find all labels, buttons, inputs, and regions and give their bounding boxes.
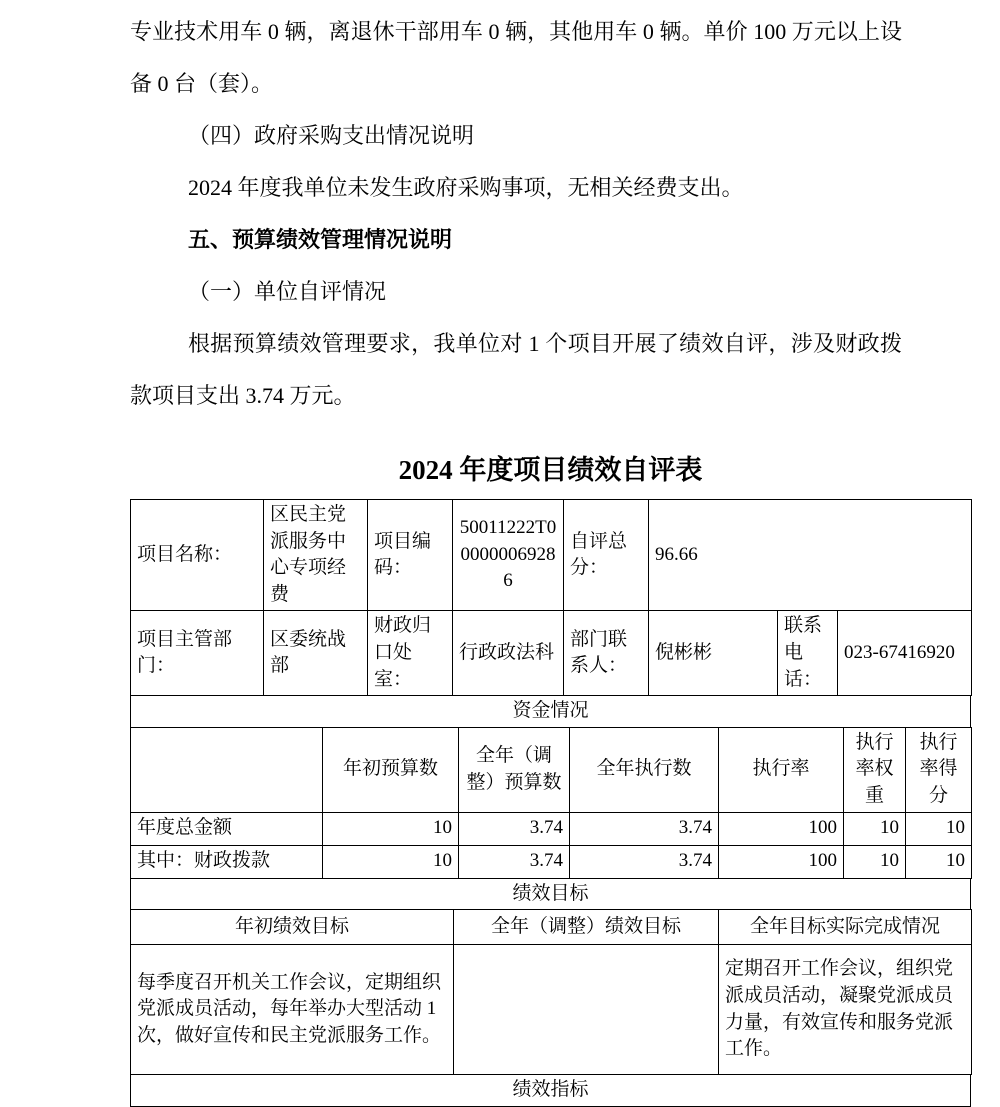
funds-fiscal-executed: 3.74: [570, 845, 719, 878]
contact-value: 倪彬彬: [649, 611, 778, 696]
funds-total-adjusted: 3.74: [459, 812, 570, 845]
goals-band-title: 绩效目标: [131, 878, 971, 910]
phone-value: 023-67416920: [838, 611, 972, 696]
table-title: 2024 年度项目绩效自评表: [398, 455, 703, 485]
funds-table: [130, 727, 972, 879]
goals-band-row: [131, 878, 971, 910]
funds-band-title: 资金情况: [131, 696, 971, 728]
body-text: [130, 6, 902, 422]
dept-label: 项目主管部门：: [131, 611, 264, 696]
dept-value: 区委统战部: [264, 611, 368, 696]
funds-header-adjusted-budget: 全年（调整）预算数: [459, 727, 570, 812]
finance-office-label: 财政归口处室：: [368, 611, 453, 696]
heading-self-evaluation: （一）单位自评情况: [188, 279, 387, 304]
goals-header-actual: 全年目标实际完成情况: [719, 910, 972, 945]
goal-actual-text: 定期召开工作会议，组织党派成员活动，凝聚党派成员力量，有效宣传和服务党派工作。: [719, 945, 972, 1075]
funds-fiscal-score: 10: [906, 845, 972, 878]
project-code-value: 50011222T000000069286: [453, 500, 564, 611]
self-score-label: 自评总分：: [564, 500, 649, 611]
funds-total-executed: 3.74: [570, 812, 719, 845]
funds-header-rate-score: 执行率得分: [906, 727, 972, 812]
funds-total-label: 年度总金额: [131, 812, 323, 845]
project-name-value: 区民主党派服务中心专项经费: [264, 500, 368, 611]
project-dept-row: [131, 611, 972, 696]
project-info-table: [130, 499, 972, 696]
funds-fiscal-rate: 100: [719, 845, 844, 878]
funds-band-row: [131, 696, 971, 728]
goals-header-adjusted: 全年（调整）绩效目标: [454, 910, 719, 945]
project-name-label: 项目名称：: [131, 500, 264, 611]
paragraph-vehicles: 专业技术用车 0 辆，离退休干部用车 0 辆，其他用车 0 辆。单价 100 万元以上设备 0 台（套）。: [130, 19, 902, 96]
indicators-band-title: 绩效指标: [131, 1075, 971, 1107]
finance-office-value: 行政政法科: [453, 611, 564, 696]
funds-fiscal-weight: 10: [844, 845, 906, 878]
funds-row-fiscal: [131, 845, 972, 878]
goal-adjusted-text: [454, 945, 719, 1075]
contact-label: 部门联系人：: [564, 611, 649, 696]
goals-body-row: [131, 945, 972, 1075]
funds-fiscal-adjusted: 3.74: [459, 845, 570, 878]
indicators-band-row: [131, 1075, 971, 1107]
funds-header-initial-budget: 年初预算数: [323, 727, 459, 812]
funds-header-executed: 全年执行数: [570, 727, 719, 812]
heading-gov-procurement: （四）政府采购支出情况说明: [188, 123, 475, 148]
funds-header-execution-rate: 执行率: [719, 727, 844, 812]
project-name-row: [131, 500, 972, 611]
paragraph-self-evaluation: 根据预算绩效管理要求，我单位对 1 个项目开展了绩效自评，涉及财政拨款项目支出 3.74 万元。: [130, 331, 902, 408]
funds-fiscal-label: 其中：财政拨款: [131, 845, 323, 878]
goals-header-row: [131, 910, 972, 945]
funds-header-row: [131, 727, 972, 812]
goals-band-table: [130, 878, 971, 911]
funds-total-initial: 10: [323, 812, 459, 845]
self-score-value: 96.66: [649, 500, 972, 611]
funds-header-rate-weight: 执行率权重: [844, 727, 906, 812]
paragraph-procurement: 2024 年度我单位未发生政府采购事项，无相关经费支出。: [188, 175, 744, 200]
funds-total-score: 10: [906, 812, 972, 845]
goals-table: [130, 909, 972, 1075]
funds-total-weight: 10: [844, 812, 906, 845]
indicators-band-table: [130, 1074, 971, 1107]
goal-initial-text: 每季度召开机关工作会议，定期组织党派成员活动，每年举办大型活动 1 次，做好宣传和民主党派服务工作。: [131, 945, 454, 1075]
funds-header-empty: [131, 727, 323, 812]
goals-header-initial: 年初绩效目标: [131, 910, 454, 945]
funds-row-total: [131, 812, 972, 845]
funds-fiscal-initial: 10: [323, 845, 459, 878]
heading-performance-management: 五、预算绩效管理情况说明: [188, 227, 453, 252]
funds-band-table: [130, 695, 971, 728]
phone-label: 联系电话：: [778, 611, 838, 696]
project-code-label: 项目编码：: [368, 500, 453, 611]
funds-total-rate: 100: [719, 812, 844, 845]
